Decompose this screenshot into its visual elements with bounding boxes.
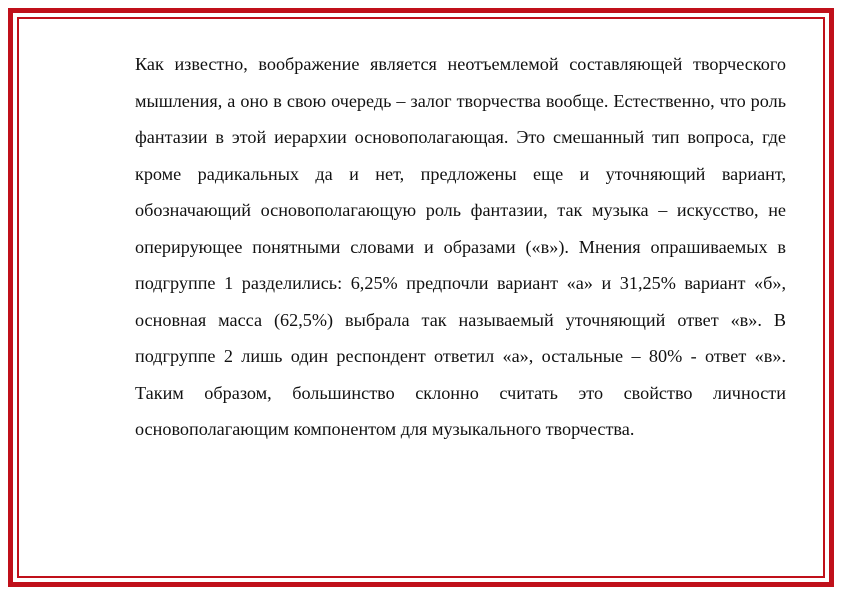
body-paragraph: Как известно, воображение является неотъемлемой составляющей творческого мышления, а оно в свою очередь – залог творчества вообще. Естественно, что роль фантазии в этой иерархии основополагающая. Это смешанный тип вопроса, где кроме радикальных да и нет, предложены еще и уточняющий вариант, обозначающий основополагающую роль фантазии, так музыка – искусство, не оперирующее понятными словами и образами («в»). Мнения опрашиваемых в подгруппе 1 разделились: 6,25% предпочли вариант «а» и 31,25% вариант «б», основная масса (62,5%) выбрала так называемый уточняющий ответ «в». В подгруппе 2 лишь один респондент ответил «а», остальные – 80% - ответ «в». Таким образом, большинство склонно считать это свойство личности основополагающим компонентом для музыкального творчества. bbox=[135, 54, 786, 439]
